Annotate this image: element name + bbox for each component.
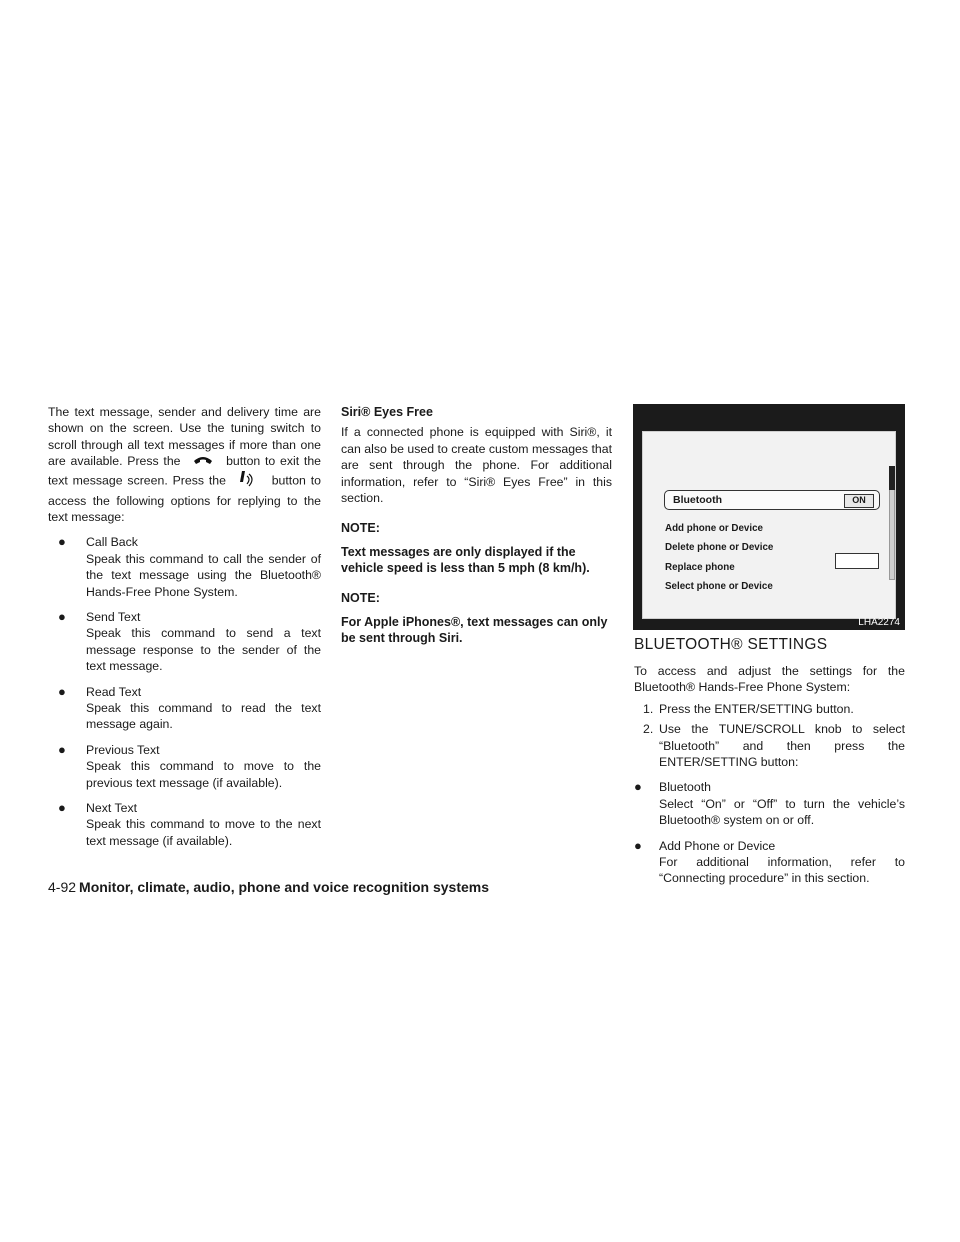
steps-list [634,701,905,771]
note-heading: NOTE: [341,591,380,606]
option-title: Read Text [86,684,142,699]
column-right [634,636,905,887]
bluetooth-label: Bluetooth [673,494,722,506]
option-call-back [48,534,321,600]
menu-item-select: Select phone or Device [665,581,773,592]
intro-text-c: button to access the following options for replying to the text message: [48,473,321,524]
option-title: Next Text [86,801,138,816]
bullet-icon: ● [58,683,66,699]
scrollbar-thumb [889,466,895,490]
option-add-phone [634,838,905,887]
menu-item-replace: Replace phone [665,562,735,573]
step-number: 1. [643,701,654,716]
bluetooth-toggle-row [664,490,880,510]
option-bluetooth [634,779,905,828]
menu-item-add: Add phone or Device [665,523,763,534]
step-text: Use the TUNE/SCROLL knob to select “Bluetooth” and then press the ENTER/SETTING button: [659,722,905,770]
bluetooth-settings-figure [633,404,905,630]
column-middle [341,404,612,646]
intro-paragraph [48,404,321,525]
step-number: 2. [643,722,654,737]
bullet-icon: ● [58,800,66,816]
option-desc: For additional information, refer to “Connecting procedure” in this section. [659,855,905,886]
option-title: Send Text [86,610,141,625]
note-body: Text messages are only displayed if the vehicle speed is less than 5 mph (8 km/h). [341,544,590,576]
note-body: For Apple iPhones®, text messages can only be sent through Siri. [341,614,608,645]
bullet-icon: ● [58,741,66,757]
option-send-text [48,609,321,675]
bullet-icon: ● [58,534,66,550]
select-value-box [835,553,879,569]
page-number: 4-92 [48,879,77,895]
option-previous-text [48,742,321,791]
option-desc: Speak this command to move to the previous text message (if available). [86,759,321,790]
step-text: Press the ENTER/SETTING button. [659,701,854,716]
option-desc: Speak this command to send a text message response to the sender of the text message. [86,626,321,674]
bullet-icon: ● [58,609,66,625]
chapter-title: Monitor, climate, audio, phone and voice recognition systems [79,879,489,895]
bluetooth-on-badge: ON [844,494,874,508]
settings-screen [642,431,896,619]
siri-body: If a connected phone is equipped with Siri®, it can also be used to create custom messages that are sent through the phone. For additional information, refer to “Siri® Eyes Free” in this section. [341,425,612,506]
note-heading: NOTE: [341,521,380,536]
bullet-icon: ● [634,779,642,795]
step-item [634,721,905,770]
column-left [48,404,321,849]
option-desc: Speak this command to move to the next text message (if available). [86,817,321,848]
option-title: Previous Text [86,742,160,757]
section-heading: BLUETOOTH® SETTINGS [634,636,828,653]
option-title: Call Back [86,535,138,550]
menu-item-delete: Delete phone or Device [665,542,774,553]
phone-end-icon [185,454,221,470]
section-intro: To access and adjust the settings for the Bluetooth® Hands-Free Phone System: [634,664,905,695]
option-title: Bluetooth [659,780,711,795]
option-title: Add Phone or Device [659,838,776,853]
option-desc: Speak this command to call the sender of the text message using the Bluetooth® Hands-Free Phone System. [86,551,321,599]
intro-text-b: button to exit the text message screen. Press the [48,454,321,488]
step-item [634,701,905,717]
option-read-text [48,684,321,733]
intro-text-a: The text message, sender and delivery time are shown on the screen. Use the tuning switch to scroll through all text messages if more than one are available. Press the [48,405,321,469]
option-desc: Speak this command to read the text message again. [86,701,321,732]
voice-talk-icon [231,470,267,492]
option-next-text [48,800,321,849]
siri-heading: Siri® Eyes Free [341,405,433,419]
figure-code: LHA2274 [858,617,900,628]
page-footer [48,878,489,896]
option-desc: Select “On” or “Off” to turn the vehicle’s Bluetooth® system on or off. [659,796,905,828]
bullet-icon: ● [634,837,642,853]
